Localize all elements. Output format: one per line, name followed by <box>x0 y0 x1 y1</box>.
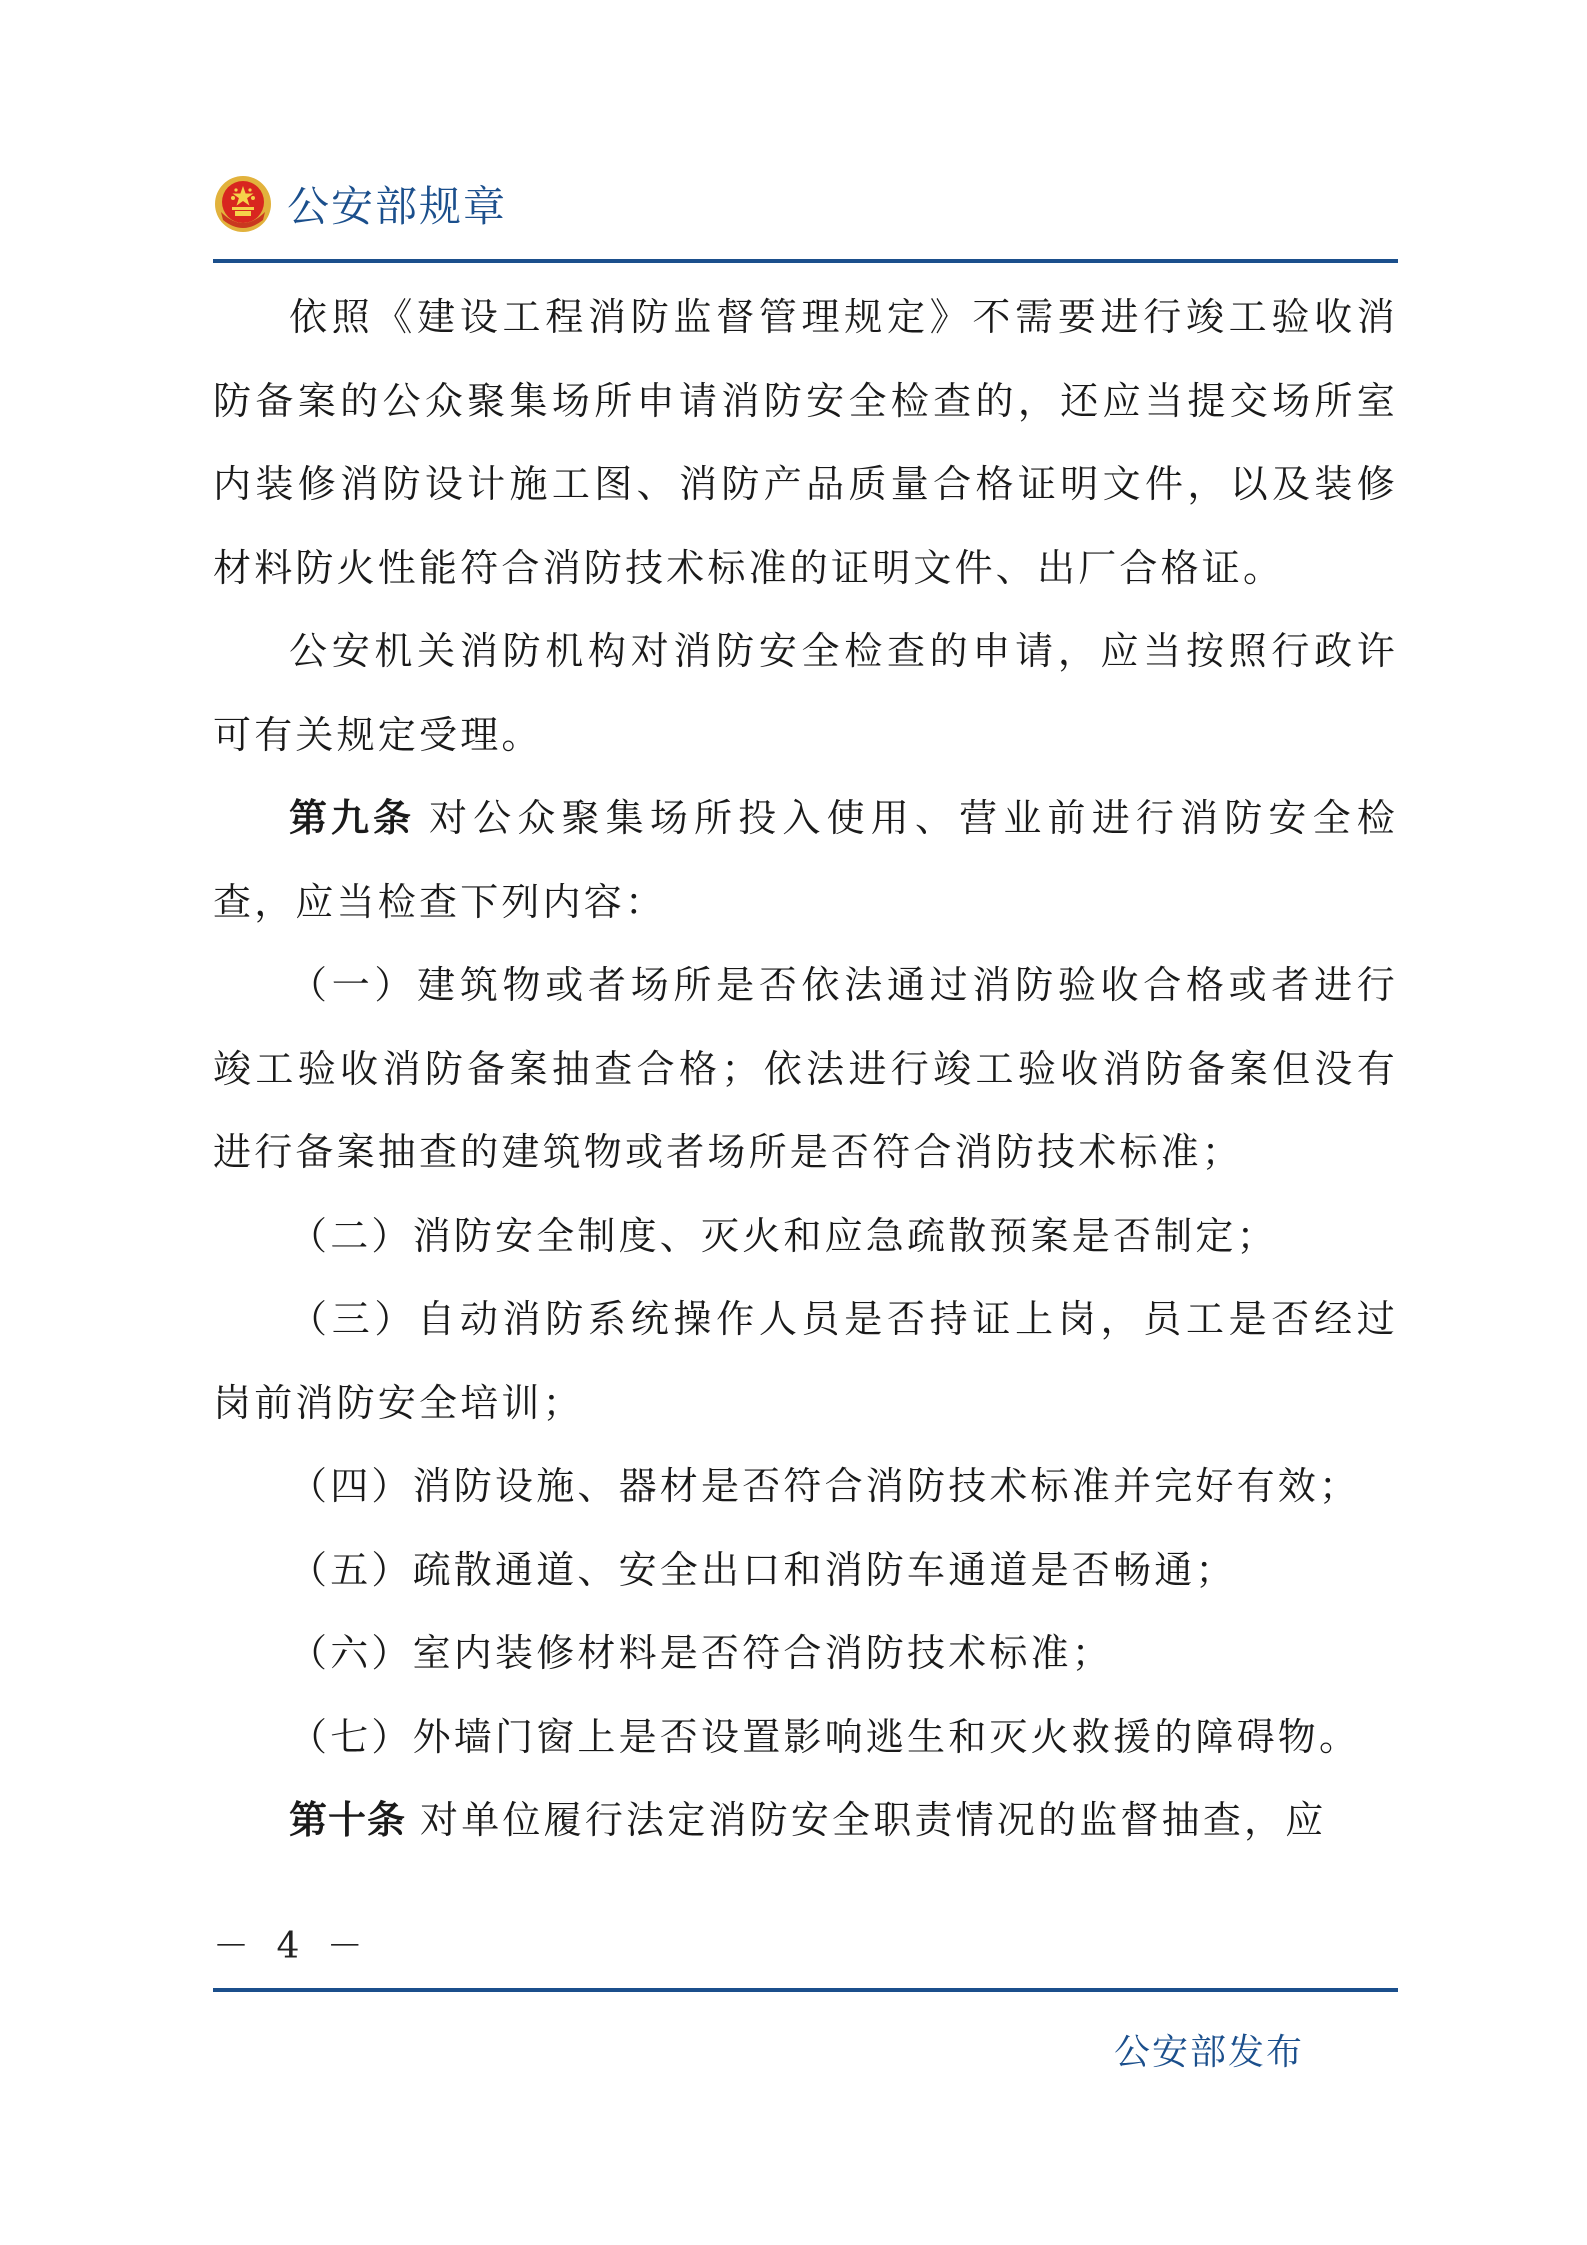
article-10 <box>213 1779 1398 1863</box>
footer-divider <box>213 1988 1398 1992</box>
article-label: 第十条 <box>289 1798 407 1842</box>
item-2 <box>213 1195 1398 1279</box>
paragraph-text: （五）疏散通道、安全出口和消防车通道是否畅通； <box>289 1547 1237 1592</box>
paragraph-text: 对公众聚集场所投入使用、营业前进行消防安全检查，应当检查下列内容： <box>213 796 1398 924</box>
paragraph-text: （二）消防安全制度、灭火和应急疏散预案是否制定； <box>289 1213 1278 1258</box>
item-4 <box>213 1445 1398 1529</box>
item-5 <box>213 1529 1398 1613</box>
header-title: 公安部规章 <box>287 182 508 231</box>
document-body <box>213 276 1398 1863</box>
paragraph-2 <box>213 610 1398 777</box>
paragraph-text: （四）消防设施、器材是否符合消防技术标准并完好有效； <box>289 1464 1361 1508</box>
national-emblem-icon <box>213 174 273 234</box>
article-9 <box>213 777 1398 944</box>
page-header <box>213 172 507 236</box>
paragraph-text: （六）室内装修材料是否符合消防技术标准； <box>289 1631 1114 1675</box>
paragraph-1 <box>213 276 1398 610</box>
paragraph-text: 公安机关消防机构对消防安全检查的申请，应当按照行政许可有关规定受理。 <box>213 629 1398 757</box>
paragraph-text: 对单位履行法定消防安全职责情况的监督抽查，应 <box>420 1798 1327 1842</box>
paragraph-text: （一）建筑物或者场所是否依法通过消防验收合格或者进行竣工验收消防备案抽查合格；依法进行竣工验收消防备案但没有进行备案抽查的建筑物或者场所是否符合消防技术标准； <box>213 963 1398 1174</box>
item-6 <box>213 1612 1398 1696</box>
footer-publisher: 公安部发布 <box>1113 2032 1304 2073</box>
paragraph-text: （三）自动消防系统操作人员是否持证上岗，员工是否经过岗前消防安全培训； <box>213 1297 1398 1425</box>
paragraph-text: （七）外墙门窗上是否设置影响逃生和灭火救援的障碍物。 <box>289 1714 1361 1759</box>
page-number: － 4 － <box>213 1926 371 1967</box>
article-label: 第九条 <box>289 796 415 840</box>
item-7 <box>213 1696 1398 1780</box>
paragraph-text: 依照《建设工程消防监督管理规定》不需要进行竣工验收消防备案的公众聚集场所申请消防安全检查的，还应当提交场所室内装修消防设计施工图、消防产品质量合格证明文件，以及装修材料防火性能符合消防技术标准的证明文件、出厂合格证。 <box>213 295 1398 590</box>
item-1 <box>213 944 1398 1195</box>
item-3 <box>213 1278 1398 1445</box>
header-divider <box>213 259 1398 263</box>
